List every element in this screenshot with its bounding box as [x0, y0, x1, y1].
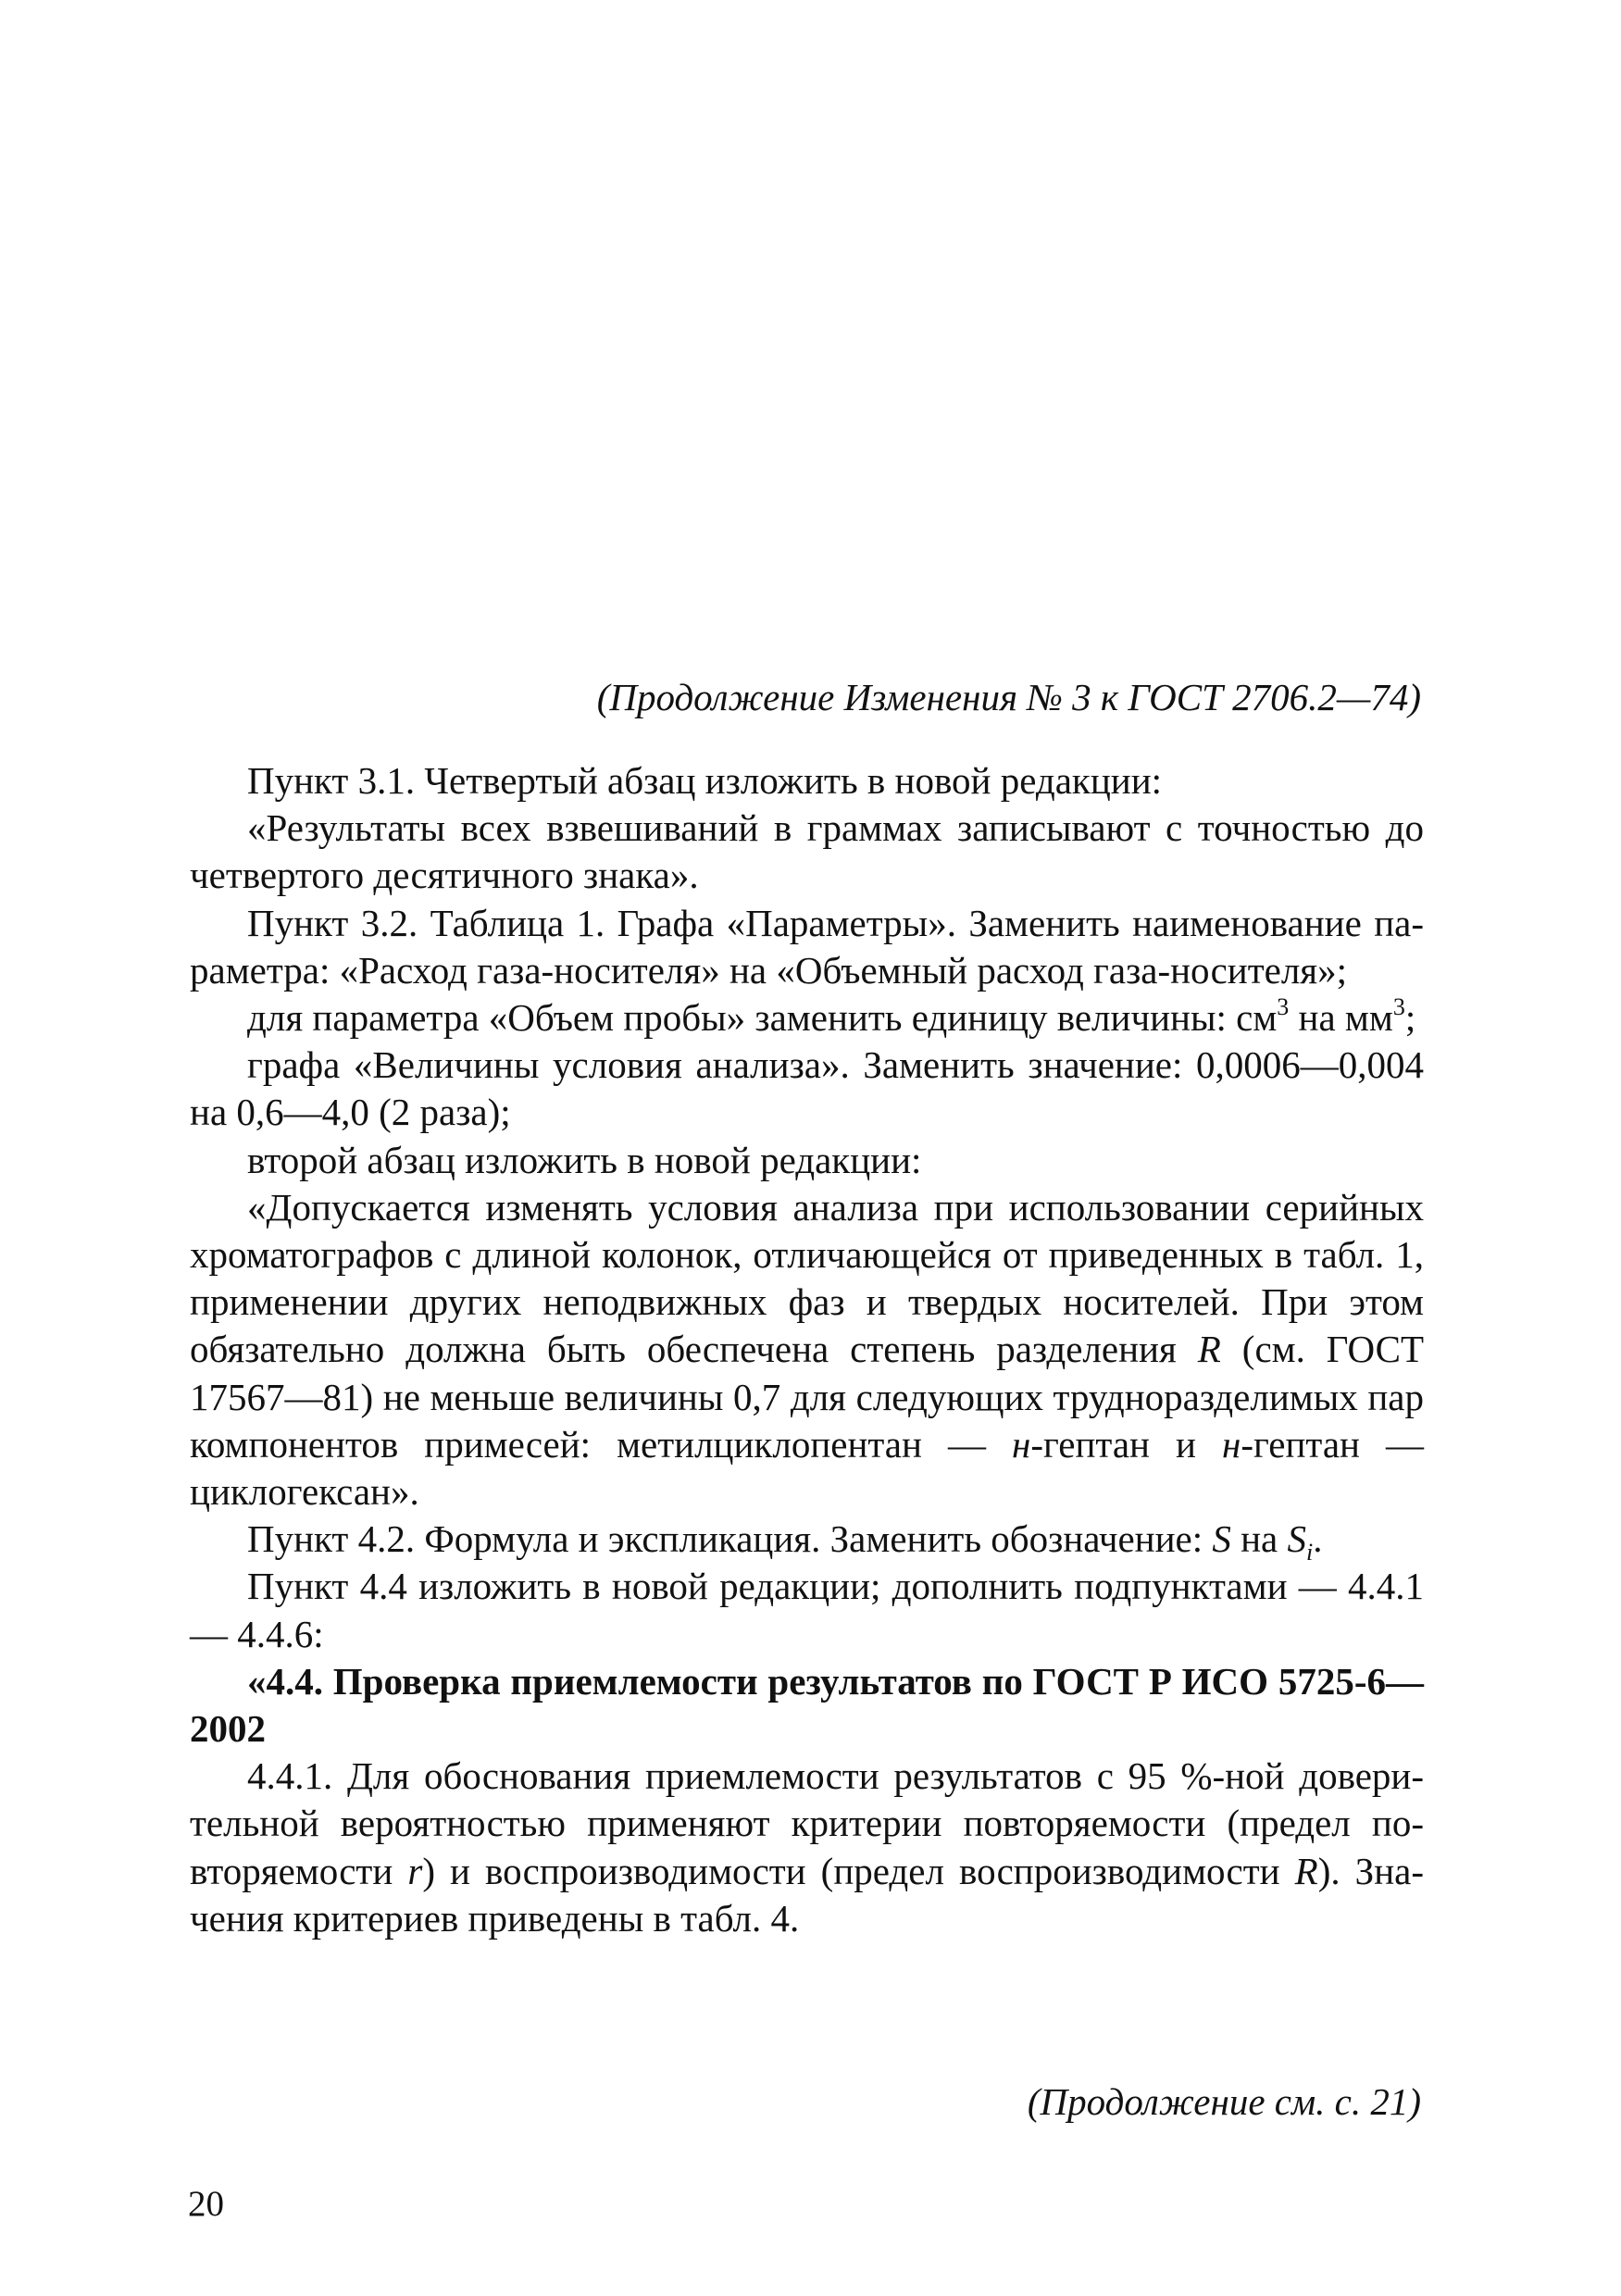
- text-run: 4.4.1. Для обоснования приемлемости результатов с 95 %-ной доверительной вероятностью применяют критерии повторяемости (предел повторяемости: [190, 1754, 1424, 1892]
- paragraph-sample-volume: [190, 994, 1424, 1042]
- superscript: 3: [1277, 993, 1290, 1021]
- text-run: Пункт 4.2. Формула и экспликация. Заменить обозначение:: [247, 1517, 1213, 1561]
- variable-S: S: [1212, 1517, 1231, 1561]
- page-number: 20: [188, 2184, 224, 2224]
- paragraph-allowed-conditions: [190, 1184, 1424, 1516]
- text-run: на мм: [1289, 996, 1393, 1040]
- text-run: ). Значения критериев приведены в табл. 4.: [190, 1849, 1425, 1940]
- paragraph-analysis-values: графа «Величины условия анализа». Заменить значение: 0,0006—0,004 на 0,6—4,0 (2 раза);: [190, 1043, 1424, 1134]
- text-run: ;: [1404, 996, 1416, 1040]
- paragraph-3-1-quote: «Результаты всех взвешиваний в граммах записывают с точностью до четвертого десятичного знака».: [190, 806, 1424, 897]
- variable-n: н: [1012, 1422, 1031, 1466]
- text-run: (см. ГОСТ 17567—81) не меньше величины 0,7 для следующих трудноразделимых пар компонентов примесей: метилциклопентан —: [190, 1328, 1424, 1466]
- text-run: на: [1230, 1517, 1288, 1561]
- paragraph-4-4-1: [190, 1753, 1424, 1942]
- text-run: .: [1313, 1517, 1323, 1561]
- paragraph-second-abzac: второй абзац изложить в новой редакции:: [247, 1138, 922, 1181]
- variable-S: S: [1287, 1517, 1306, 1561]
- body-text: [190, 757, 1424, 1942]
- text-run: -гептан — циклогексан».: [190, 1422, 1424, 1514]
- paragraph-3-1: Пункт 3.1. Четвертый абзац изложить в новой редакции:: [247, 759, 1163, 802]
- text-run: для параметра «Объем пробы» заменить единицу величины: см: [247, 996, 1278, 1040]
- text-run: «Допускается изменять условия анализа при использовании серийных хроматографов с длиной колонок, отличающейся от приведенных в табл. 1, применении других неподвижных фаз и твердых носителей. При этом обязательно должна быть обеспечена степень разделения: [190, 1185, 1424, 1371]
- section-heading-4-4: «4.4. Проверка приемлемости результатов по ГОСТ Р ИСО 5725-6—2002: [190, 1659, 1424, 1751]
- continuation-header: (Продолжение Изменения № 3 к ГОСТ 2706.2—74): [596, 676, 1421, 718]
- subscript: i: [1306, 1539, 1314, 1566]
- variable-r: r: [407, 1849, 423, 1892]
- text-run: -гептан и: [1030, 1422, 1222, 1466]
- variable-n: н: [1221, 1422, 1241, 1466]
- superscript: 3: [1392, 993, 1405, 1021]
- variable-R: R: [1197, 1328, 1221, 1371]
- variable-R: R: [1294, 1849, 1318, 1892]
- continuation-footer: (Продолжение см. с. 21): [1027, 2080, 1421, 2123]
- paragraph-3-2: Пункт 3.2. Таблица 1. Графа «Параметры». Заменить наименование параметра: «Расход газа-носителя» на «Объемный расход газа-носителя»;: [190, 901, 1424, 992]
- text-run: ) и воспроизводимости (предел воспроизводимости: [422, 1849, 1295, 1892]
- paragraph-4-2: [190, 1516, 1424, 1566]
- paragraph-4-4: Пункт 4.4 изложить в новой редакции; дополнить подпунктами — 4.4.1 — 4.4.6:: [190, 1565, 1424, 1655]
